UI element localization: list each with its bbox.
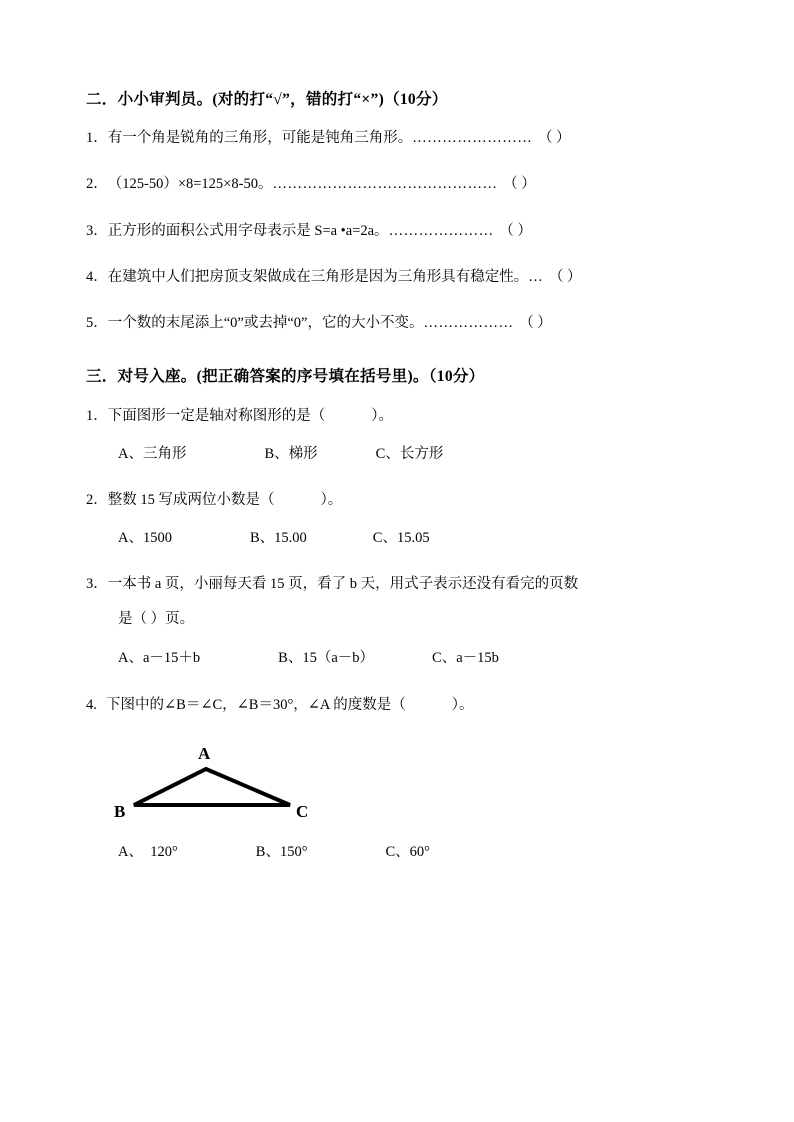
mc-question-4-choice-c[interactable]: C、60°: [385, 844, 430, 861]
tf-question-3-dots: …………………: [388, 222, 494, 239]
tf-question-3: [86, 220, 708, 243]
mc-question-1-number: 1．: [86, 408, 108, 425]
mc-question-1-answer-blank[interactable]: [325, 404, 371, 429]
tf-question-2-number: 2．: [86, 176, 108, 193]
mc-question-3-text: 一本书 a 页，小丽每天看 15 页，看了 b 天，用式子表示还没有看完的页数: [107, 576, 579, 593]
mc-question-1: [86, 404, 708, 429]
tf-question-1-answer-box[interactable]: （ ）: [537, 130, 571, 147]
mc-question-2-text: 整数 15 写成两位小数是（: [107, 492, 275, 509]
mc-question-2-choice-b[interactable]: B、15.00: [249, 529, 307, 546]
mc-question-2-text-end: ）。: [320, 492, 343, 509]
mc-question-1-text-end: ）。: [371, 408, 393, 425]
tf-question-2-dots: ………………………………………: [272, 176, 498, 193]
tf-question-5-text: 一个数的末尾添上“0”或去掉“0”，它的大小不变。: [107, 315, 424, 331]
tf-question-2: [86, 173, 708, 196]
mc-question-4-text: 下图中的∠B＝∠C，∠B＝30°，∠A 的度数是（: [106, 696, 406, 713]
tf-question-5: [86, 312, 708, 335]
tf-question-4-answer-box[interactable]: （ ）: [548, 268, 582, 285]
triangle-abc-icon: [114, 731, 374, 835]
triangle-vertex-label-a: A: [198, 744, 211, 764]
mc-question-2-choice-a[interactable]: A、1500: [118, 529, 172, 546]
mc-question-4-choices: [86, 841, 708, 864]
triangle-abc-figure: [86, 731, 708, 839]
mc-question-4-number: 4.: [86, 696, 97, 713]
mc-question-3-choice-c[interactable]: C、a－15b: [432, 650, 499, 667]
triangle-vertex-label-c: C: [296, 802, 309, 822]
tf-question-3-answer-box[interactable]: （ ）: [499, 222, 532, 239]
tf-question-1-number: 1．: [86, 130, 108, 147]
mc-question-2-answer-blank[interactable]: [275, 488, 321, 513]
mc-question-4-answer-blank[interactable]: [406, 693, 452, 718]
triangle-vertex-label-b: B: [114, 802, 126, 822]
mc-question-3-choices: [86, 647, 708, 670]
mc-question-2-choices: [86, 527, 708, 550]
tf-question-4-number: 4．: [86, 268, 108, 285]
section-heading-true-false: 二．小小审判员。(对的打“√”，错的打“×”)（10分）: [86, 91, 448, 108]
mc-question-3: [86, 572, 708, 597]
tf-question-1-text: 有一个角是锐角的三角形，可能是钝角三角形。: [107, 130, 413, 147]
mc-question-3-number: 3．: [86, 576, 108, 593]
tf-question-5-number: 5．: [86, 315, 108, 331]
tf-question-4: [86, 266, 708, 289]
mc-question-1-choices: [86, 443, 708, 466]
mc-question-3-choice-a[interactable]: A、a－15＋b: [118, 650, 201, 667]
mc-question-1-choice-c[interactable]: C、长方形: [375, 446, 444, 463]
tf-question-4-text: 在建筑中人们把房顶支架做成在三角形是因为三角形具有稳定性。: [107, 268, 529, 285]
tf-question-2-text: （125-50）×8=125×8-50。: [107, 176, 273, 193]
mc-question-3-choice-b[interactable]: B、15（a－b）: [278, 650, 375, 667]
mc-question-1-choice-b[interactable]: B、梯形: [264, 446, 318, 463]
tf-question-1: [86, 127, 708, 150]
tf-question-2-answer-box[interactable]: （ ）: [503, 176, 536, 193]
mc-question-4-text-end: ）。: [451, 696, 474, 713]
mc-question-4: [86, 693, 708, 718]
tf-question-5-dots: ………………: [423, 315, 514, 331]
mc-question-4-choice-b[interactable]: B、150°: [255, 844, 308, 861]
mc-question-2-choice-c[interactable]: C、15.05: [372, 529, 430, 546]
tf-question-5-answer-box[interactable]: （ ）: [519, 315, 552, 331]
tf-question-3-text: 正方形的面积公式用字母表示是 S=a •a=2a。: [107, 222, 389, 239]
mc-question-1-text: 下面图形一定是轴对称图形的是（: [107, 408, 326, 425]
mc-question-2-number: 2．: [86, 492, 108, 509]
tf-question-3-number: 3．: [86, 222, 108, 239]
tf-question-1-dots: ……………………: [412, 130, 533, 147]
mc-question-1-choice-a[interactable]: A、三角形: [118, 446, 187, 463]
section-heading-multiple-choice: 三．对号入座。(把正确答案的序号填在括号里)。（10分）: [86, 368, 485, 386]
mc-question-4-choice-a[interactable]: A、 120°: [118, 844, 178, 861]
tf-question-4-dots: …: [528, 268, 544, 285]
mc-question-2: [86, 488, 708, 513]
mc-question-3-text-continued[interactable]: 是（ ）页。: [118, 610, 195, 627]
